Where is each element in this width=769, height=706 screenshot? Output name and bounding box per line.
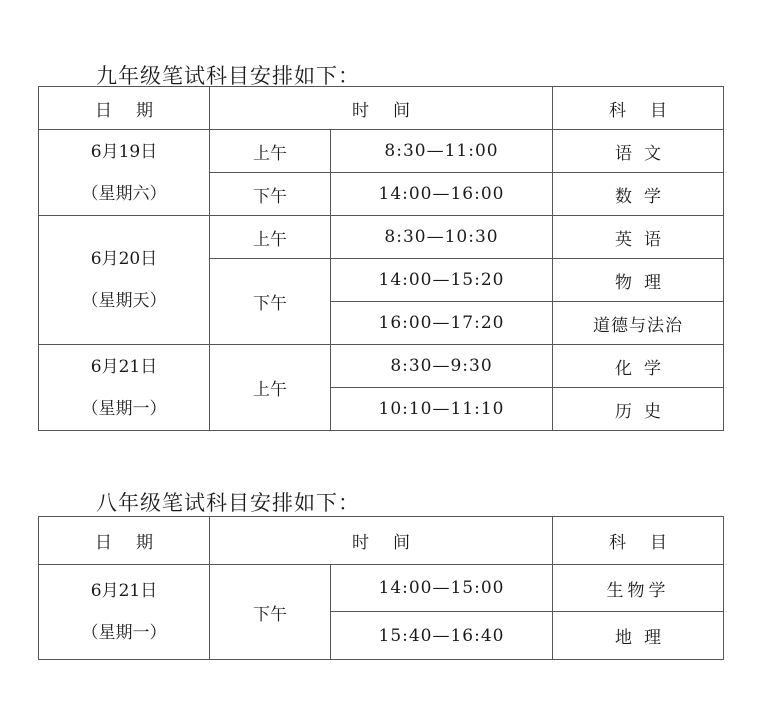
date-label: 6月21日 [90, 356, 158, 377]
time-cell: 10:10—11:10 [331, 388, 553, 431]
date-label: 6月20日 [90, 249, 158, 269]
subject-cell: 地理 [553, 612, 724, 660]
subject-cell: 道德与法治 [553, 302, 724, 345]
subject-cell: 历史 [553, 388, 724, 431]
time-cell: 14:00—16:00 [331, 173, 553, 216]
grade8-schedule-table [38, 516, 724, 660]
period-cell: 下午 [210, 565, 331, 660]
subject-cell: 英语 [553, 216, 724, 259]
time-cell: 14:00—15:00 [331, 565, 553, 612]
time-cell: 8:30—11:00 [331, 130, 553, 173]
time-cell: 14:00—15:20 [331, 259, 553, 302]
weekday-label: （星期一） [81, 623, 167, 643]
subject-cell: 物理 [553, 259, 724, 302]
weekday-label: （星期一） [81, 398, 167, 419]
header-time: 时间 [210, 87, 553, 130]
weekday-label: （星期天） [81, 291, 167, 311]
date-label: 6月19日 [90, 141, 158, 162]
subject-cell: 数学 [553, 173, 724, 216]
header-time: 时间 [210, 517, 553, 565]
date-cell [39, 345, 210, 431]
subject-cell: 生物学 [553, 565, 724, 612]
weekday-label: （星期六） [81, 183, 167, 204]
subject-cell: 语文 [553, 130, 724, 173]
date-label: 6月21日 [90, 581, 158, 601]
header-date: 日期 [39, 517, 210, 565]
period-cell: 下午 [210, 173, 331, 216]
period-cell: 上午 [210, 345, 331, 431]
date-cell [39, 565, 210, 660]
time-cell: 16:00—17:20 [331, 302, 553, 345]
subject-cell: 化学 [553, 345, 724, 388]
grade8-title: 八年级笔试科目安排如下： [96, 491, 360, 515]
time-cell: 8:30—10:30 [331, 216, 553, 259]
header-subject: 科目 [553, 87, 724, 130]
date-cell [39, 216, 210, 345]
time-cell: 8:30—9:30 [331, 345, 553, 388]
time-cell: 15:40—16:40 [331, 612, 553, 660]
header-date: 日期 [39, 87, 210, 130]
header-subject: 科目 [553, 517, 724, 565]
period-cell: 下午 [210, 259, 331, 345]
grade9-title: 九年级笔试科目安排如下： [96, 64, 360, 88]
period-cell: 上午 [210, 130, 331, 173]
period-cell: 上午 [210, 216, 331, 259]
grade9-schedule-table [38, 86, 724, 431]
date-cell [39, 130, 210, 216]
